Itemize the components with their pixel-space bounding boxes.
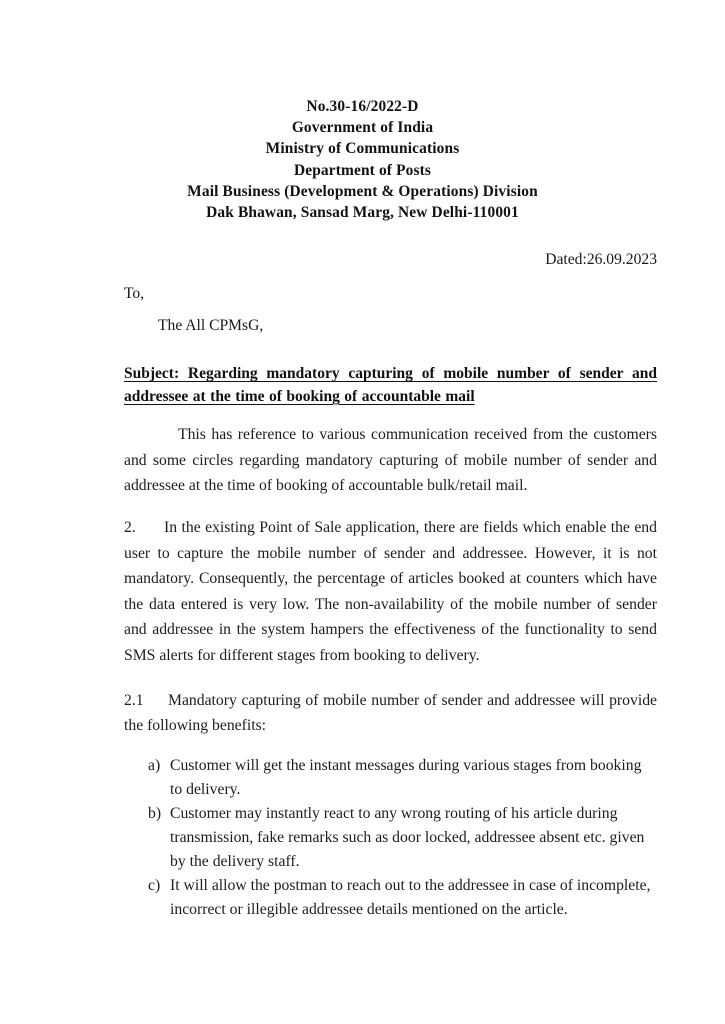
paragraph-2-1-text: Mandatory capturing of mobile number of sender and addressee will provide the following benefits:: [124, 691, 657, 735]
subject-line: Subject: Regarding mandatory capturing of mobile number of sender and addressee at the time of booking of accountable mail: [124, 365, 657, 405]
paragraph-2: [124, 515, 657, 669]
paragraph-intro: This has reference to various communication received from the customers and some circles regarding mandatory capturing of mobile number of sender and addressee at the time of booking of accountable bulk/retail mail.: [124, 426, 657, 495]
list-item: [124, 754, 657, 802]
document-body: [0, 363, 725, 922]
letterhead-government: Government of India: [291, 119, 434, 137]
letterhead-ministry: Ministry of Communications: [265, 140, 460, 158]
list-item: [124, 802, 657, 874]
letterhead-reference-number: No.30-16/2022-D: [306, 98, 419, 115]
list-item: [124, 874, 657, 922]
paragraph-2-1: [124, 688, 657, 739]
list-item-marker: c): [148, 876, 161, 894]
address-block: [0, 284, 725, 336]
address-to-label: To,: [124, 285, 145, 303]
paragraph-2-number: 2.: [124, 519, 136, 536]
benefits-list: [124, 754, 657, 922]
list-item-text: Customer may instantly react to any wrong routing of his article during transmission, fake remarks such as door locked, addressee absent etc. given by the delivery staff.: [170, 804, 645, 870]
address-recipient: The All CPMsG,: [158, 317, 264, 335]
list-item-marker: a): [148, 756, 161, 774]
list-item-marker: b): [148, 804, 162, 822]
letterhead-division: Mail Business (Development & Operations) Division: [187, 182, 538, 200]
paragraph-2-text: In the existing Point of Sale application, there are fields which enable the end user to capture the mobile number of sender and addressee. However, it is not mandatory. Consequently, the percentage of articles booked at counters which have the data entered is very low. The non-availability of the mobile number of sender and addressee in the system hampers the effectiveness of the functionality to send SMS alerts for different stages from booking to delivery.: [124, 519, 657, 664]
document-date: Dated:26.09.2023: [545, 251, 657, 269]
paragraph-2-1-number: 2.1: [124, 691, 144, 709]
list-item-text: It will allow the postman to reach out to the addressee in case of incomplete, incorrect or illegible addressee details mentioned on the article.: [170, 876, 651, 918]
letterhead-department: Department of Posts: [293, 161, 432, 179]
list-item-text: Customer will get the instant messages during various stages from booking to delivery.: [170, 756, 642, 798]
letterhead: [0, 96, 725, 223]
letterhead-address: Dak Bhawan, Sansad Marg, New Delhi-110001: [206, 204, 519, 222]
